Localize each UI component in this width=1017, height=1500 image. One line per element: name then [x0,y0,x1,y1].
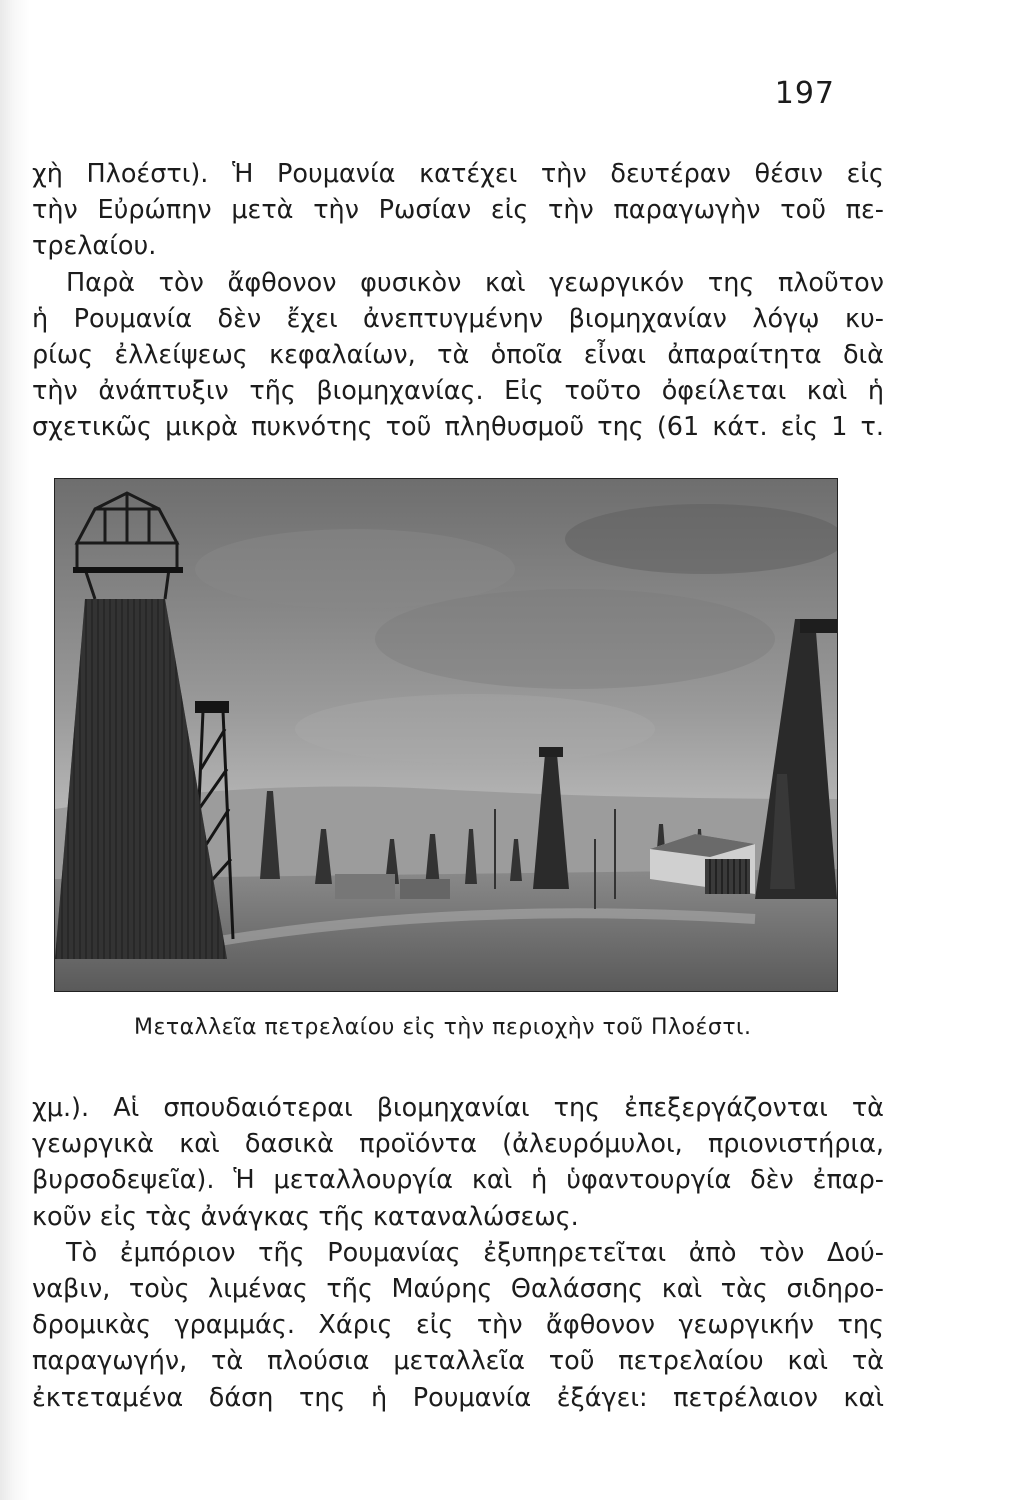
text-line: τὴν ἀνάπτυξιν τῆς βιομηχανίας. Εἰς τοῦτο ὀφείλεται καὶ ἡ [32,376,884,407]
text-line: παραγωγήν, τὰ πλούσια μεταλλεῖα τοῦ πετρελαίου καὶ τὰ [32,1346,884,1377]
page-number: 197 [774,76,835,111]
top-text-block [32,156,884,446]
paragraph-1 [32,156,884,265]
oil-field-illustration [55,479,837,991]
text-line: τρελαίου. [32,231,157,262]
text-line: γεωργικὰ καὶ δασικὰ προϊόντα (ἀλευρόμυλοι, πριονιστήρια, [32,1129,884,1160]
text-line: τὴν Εὐρώπην μετὰ τὴν Ρωσίαν εἰς τὴν παραγωγὴν τοῦ πε- [32,195,884,226]
text-line: δρομικὰς γραμμάς. Χάρις εἰς τὴν ἄφθονον γεωργικήν της [32,1310,884,1341]
paragraph-4 [32,1235,884,1416]
text-line: Τὸ ἐμπόριον τῆς Ρουμανίας ἐξυπηρετεῖται ἀπὸ τὸν Δού- [66,1237,884,1268]
text-line: βυρσοδεψεῖα). Ἡ μεταλλουργία καὶ ἡ ὑφαντουργία δὲν ἐπαρ- [32,1165,884,1196]
text-line: κοῦν εἰς τὰς ἀνάγκας τῆς καταναλώσεως. [32,1201,579,1232]
paragraph-3 [32,1090,884,1235]
text-line: Παρὰ τὸν ἄφθονον φυσικὸν καὶ γεωργικόν της πλοῦτον [66,267,884,298]
text-line: ρίως ἐλλείψεως κεφαλαίων, τὰ ὁποῖα εἶναι ἀπαραίτητα διὰ [32,340,884,371]
text-line: χὴ Πλοέστι). Ἡ Ρουμανία κατέχει τὴν δευτέραν θέσιν εἰς [32,159,884,189]
figure-caption: Μεταλλεῖα πετρελαίου εἰς τὴν περιοχὴν τοῦ Πλοέστι. [134,1015,752,1040]
text-line: ἡ Ρουμανία δὲν ἔχει ἀνεπτυγμένην βιομηχανίαν λόγῳ κυ- [32,303,884,334]
paragraph-2 [32,265,884,446]
text-line: ἐκτεταμένα δάση της ἡ Ρουμανία ἐξάγει: πετρέλαιον καὶ [32,1382,884,1413]
text-line: χμ.). Αἱ σπουδαιότεραι βιομηχανίαι της ἐπεξεργάζονται τὰ [32,1093,884,1123]
bottom-text-block [32,1090,884,1416]
oil-field-photo [54,478,838,992]
text-line: σχετικῶς μικρὰ πυκνότης τοῦ πληθυσμοῦ της (61 κάτ. εἰς 1 τ. [32,412,884,443]
text-line: ναβιν, τοὺς λιμένας τῆς Μαύρης Θαλάσσης καὶ τὰς σιδηρο- [32,1274,884,1305]
